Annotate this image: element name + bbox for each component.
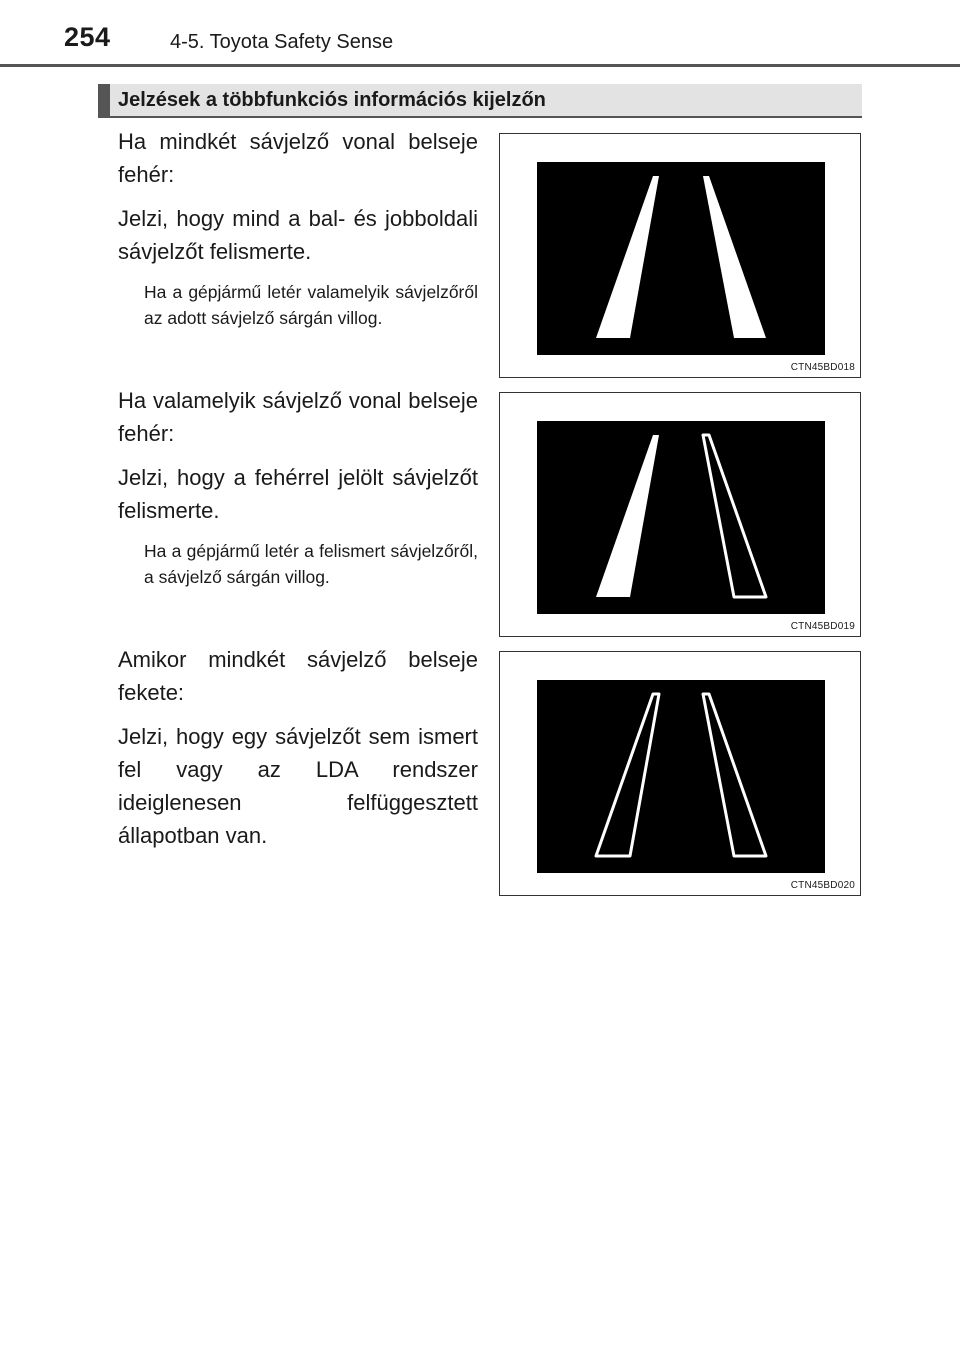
condition-text: Amikor mindkét sávjelző belseje fekete: (118, 647, 478, 705)
text-block-both-recognized (118, 125, 478, 331)
meaning-text: Jelzi, hogy mind a bal- és jobboldali sávjelzőt felismerte. (118, 206, 478, 264)
condition-text: Ha valamelyik sávjelző vonal belseje fehér: (118, 388, 478, 446)
text-block-none-recognized (118, 643, 478, 852)
running-head: 4-5. Toyota Safety Sense (170, 31, 394, 53)
figure-none-recognized (499, 651, 861, 896)
figure-code: CTN45BD018 (790, 362, 855, 373)
meaning-text: Jelzi, hogy a fehérrel jelölt sávjelzőt felismerte. (118, 465, 478, 523)
lane-display-illustration (500, 393, 862, 638)
lane-display-illustration (500, 652, 862, 897)
page-number: 254 (64, 22, 111, 52)
note-text: Ha a gépjármű letér valamelyik sávjelzőről az adott sávjelző sárgán villog. (144, 282, 478, 328)
figure-one-recognized (499, 392, 861, 637)
display-screen (537, 421, 825, 614)
section-header (98, 84, 862, 118)
condition-text: Ha mindkét sávjelző vonal belseje fehér: (118, 129, 478, 187)
meaning-text: Jelzi, hogy egy sávjelzőt sem ismert fel vagy az LDA rendszer ideiglenesen felfüggesztett állapotban van. (118, 724, 478, 848)
figure-code: CTN45BD020 (790, 880, 855, 891)
figure-code: CTN45BD019 (790, 621, 855, 632)
display-screen (537, 162, 825, 355)
lane-display-illustration (500, 134, 862, 379)
header-rule (0, 64, 960, 67)
note-text: Ha a gépjármű letér a felismert sávjelzőről, a sávjelző sárgán villog. (144, 541, 478, 587)
text-block-one-recognized (118, 384, 478, 590)
display-screen (537, 680, 825, 873)
section-title: Jelzések a többfunkciós információs kijelzőn (118, 89, 546, 111)
figure-both-recognized (499, 133, 861, 378)
